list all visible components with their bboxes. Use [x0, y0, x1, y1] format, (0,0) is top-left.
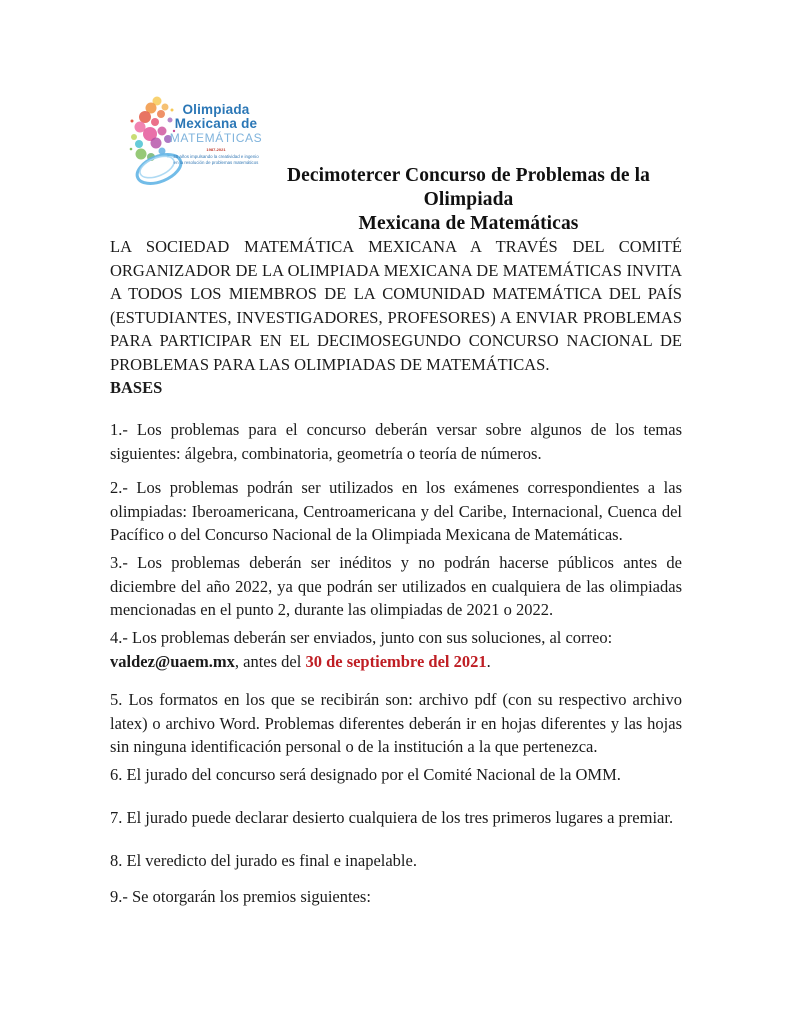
base-item-4-mid: , antes del — [234, 651, 306, 671]
base-item-5: 5. Los formatos en los que se recibirán son: archivo pdf (con su respectivo archivo latex) o archivo Word. Problemas diferentes deberán ir en hojas diferentes y las hojas sin ninguna identificación personal o de la institución a la que pertenezca. — [110, 690, 682, 756]
document-title — [250, 164, 687, 236]
base-item-1: 1.- Los problemas para el concurso deberán versar sobre algunos de los temas siguientes: álgebra, combinatoria, geometría o teoría de números. — [110, 420, 682, 463]
logo-tagline-line1: 35 años impulsando la creatividad e ingenio — [173, 153, 259, 159]
intro-paragraph: LA SOCIEDAD MATEMÁTICA MEXICANA A TRAVÉS DEL COMITÉ ORGANIZADOR DE LA OLIMPIADA MEXICANA DE MATEMÁTICAS INVITA A TODOS LOS MIEMBROS DE LA COMUNIDAD MATEMÁTICA DEL PAÍS (ESTUDIANTES, INVESTIGADORES, PROFESORES) A ENVIAR PROBLEMAS PARA PARTICIPAR EN EL DECIMOSEGUNDO CONCURSO NACIONAL DE PROBLEMAS PARA LAS OLIMPIADAS DE MATEMÁTICAS. — [110, 237, 682, 374]
document-title-line1: Decimotercer Concurso de Problemas de la Olimpiada — [286, 165, 651, 210]
base-item-9: 9.- Se otorgarán los premios siguientes: — [110, 887, 371, 906]
bases-heading: BASES — [110, 378, 163, 397]
logo-name-line2: Mexicana de — [174, 116, 258, 132]
document-title-line2: Mexicana de Matemáticas — [358, 213, 579, 234]
base-item-2: 2.- Los problemas podrán ser utilizados en los exámenes correspondientes a las olimpiadas: Iberoamericana, Centroamericana y del Caribe, Internacional, Cuenca del Pacífico o del Concurso Nacional de la Olimpiada Mexicana de Matemáticas. — [110, 478, 682, 544]
base-item-4 — [110, 626, 682, 673]
logo-tagline-line2: en la resolución de problemas matemáticos — [173, 159, 259, 165]
logo-wordmark — [168, 103, 264, 168]
base-item-7: 7. El jurado puede declarar desierto cualquiera de los tres primeros lugares a premiar. — [110, 808, 674, 827]
base-item-4-prefix: 4.- Los problemas deberán ser enviados, junto con sus soluciones, al correo: — [110, 628, 613, 647]
base-item-3: 3.- Los problemas deberán ser inéditos y no podrán hacerse públicos antes de diciembre del año 2022, ya que podrán ser utilizados en cualquiera de las olimpiadas mencionadas en el punto 2, durante las olimpiadas de 2021 o 2022. — [110, 553, 682, 619]
base-item-6: 6. El jurado del concurso será designado por el Comité Nacional de la OMM. — [110, 765, 621, 784]
logo-years: 1987-2021 — [206, 146, 226, 152]
omm-logo — [126, 92, 266, 187]
base-item-8: 8. El veredicto del jurado es final e inapelable. — [110, 851, 417, 870]
logo-name-line3: MATEMÁTICAS — [169, 131, 263, 146]
deadline-date: 30 de septiembre del 2021 — [305, 651, 487, 671]
logo-name-line1: Olimpiada — [182, 102, 250, 117]
base-item-4-suffix: . — [486, 651, 491, 671]
contact-email: valdez@uaem.mx — [110, 651, 235, 671]
